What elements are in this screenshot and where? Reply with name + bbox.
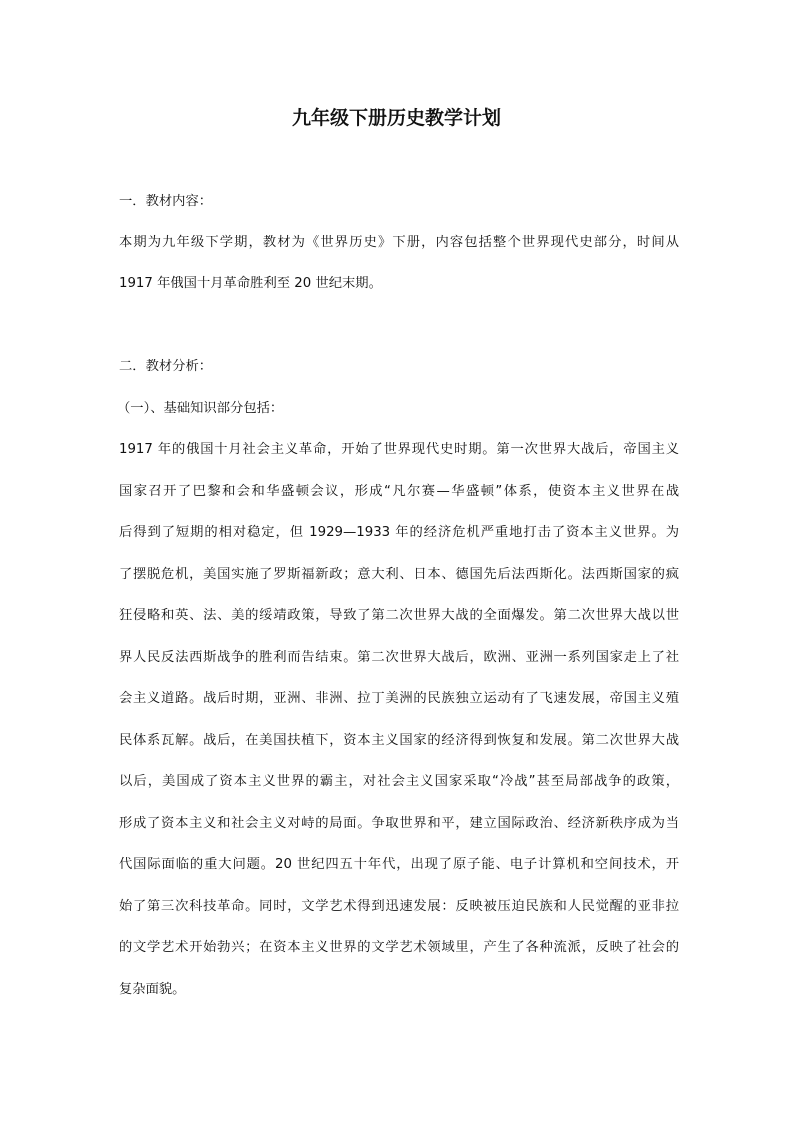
paragraph-line: 狂侵略和英、法、美的绥靖政策，导致了第二次世界大战的全面爆发。第二次世界大战以世 xyxy=(119,608,679,623)
paragraph-line: 民体系瓦解。战后，在美国扶植下，资本主义国家的经济得到恢复和发展。第二次世界大战 xyxy=(119,733,679,748)
paragraph-line: 界人民反法西斯战争的胜利而告结束。第二次世界大战后，欧洲、亚洲一系列国家走上了社 xyxy=(119,650,679,665)
paragraph-line: 本期为九年级下学期，教材为《世界历史》下册，内容包括整个世界现代史部分，时间从 xyxy=(119,235,679,250)
paragraph-line: 1917 年俄国十月革命胜利至 20 世纪末期。 xyxy=(119,276,382,291)
paragraph-line: 始了第三次科技革命。同时，文学艺术得到迅速发展：反映被压迫民族和人民觉醒的亚非拉 xyxy=(119,899,679,914)
paragraph-line: 了摆脱危机，美国实施了罗斯福新政；意大利、日本、德国先后法西斯化。法西斯国家的疯 xyxy=(119,567,679,582)
paragraph-line: 1917 年的俄国十月社会主义革命，开始了世界现代史时期。第一次世界大战后，帝国主义 xyxy=(119,442,679,457)
section-heading-materials: 一．教材内容： xyxy=(119,194,213,209)
paragraph-line: 后得到了短期的相对稳定，但 1929—1933 年的经济危机严重地打击了资本主义世界。为 xyxy=(119,525,679,540)
paragraph-line: 国家召开了巴黎和会和华盛顿会议，形成“凡尔赛—华盛顿”体系，使资本主义世界在战 xyxy=(119,484,679,499)
paragraph-line: 代国际面临的重大问题。20 世纪四五十年代，出现了原子能、电子计算机和空间技术，开 xyxy=(119,857,679,872)
paragraph-line: 形成了资本主义和社会主义对峙的局面。争取世界和平，建立国际政治、经济新秩序成为当 xyxy=(119,816,679,831)
subheading-basic-knowledge: （一）、基础知识部分包括： xyxy=(117,401,284,416)
paragraph-line: 的文学艺术开始勃兴；在资本主义世界的文学艺术领域里，产生了各种流派，反映了社会的 xyxy=(119,940,679,955)
paragraph-line: 会主义道路。战后时期，亚洲、非洲、拉丁美洲的民族独立运动有了飞速发展，帝国主义殖 xyxy=(119,691,679,706)
page-title: 九年级下册历史教学计划 xyxy=(291,107,501,129)
paragraph-line: 以后，美国成了资本主义世界的霸主，对社会主义国家采取“冷战”甚至局部战争的政策， xyxy=(119,774,679,789)
paragraph-line: 复杂面貌。 xyxy=(119,982,186,997)
section-heading-analysis: 二．教材分析： xyxy=(119,359,213,374)
